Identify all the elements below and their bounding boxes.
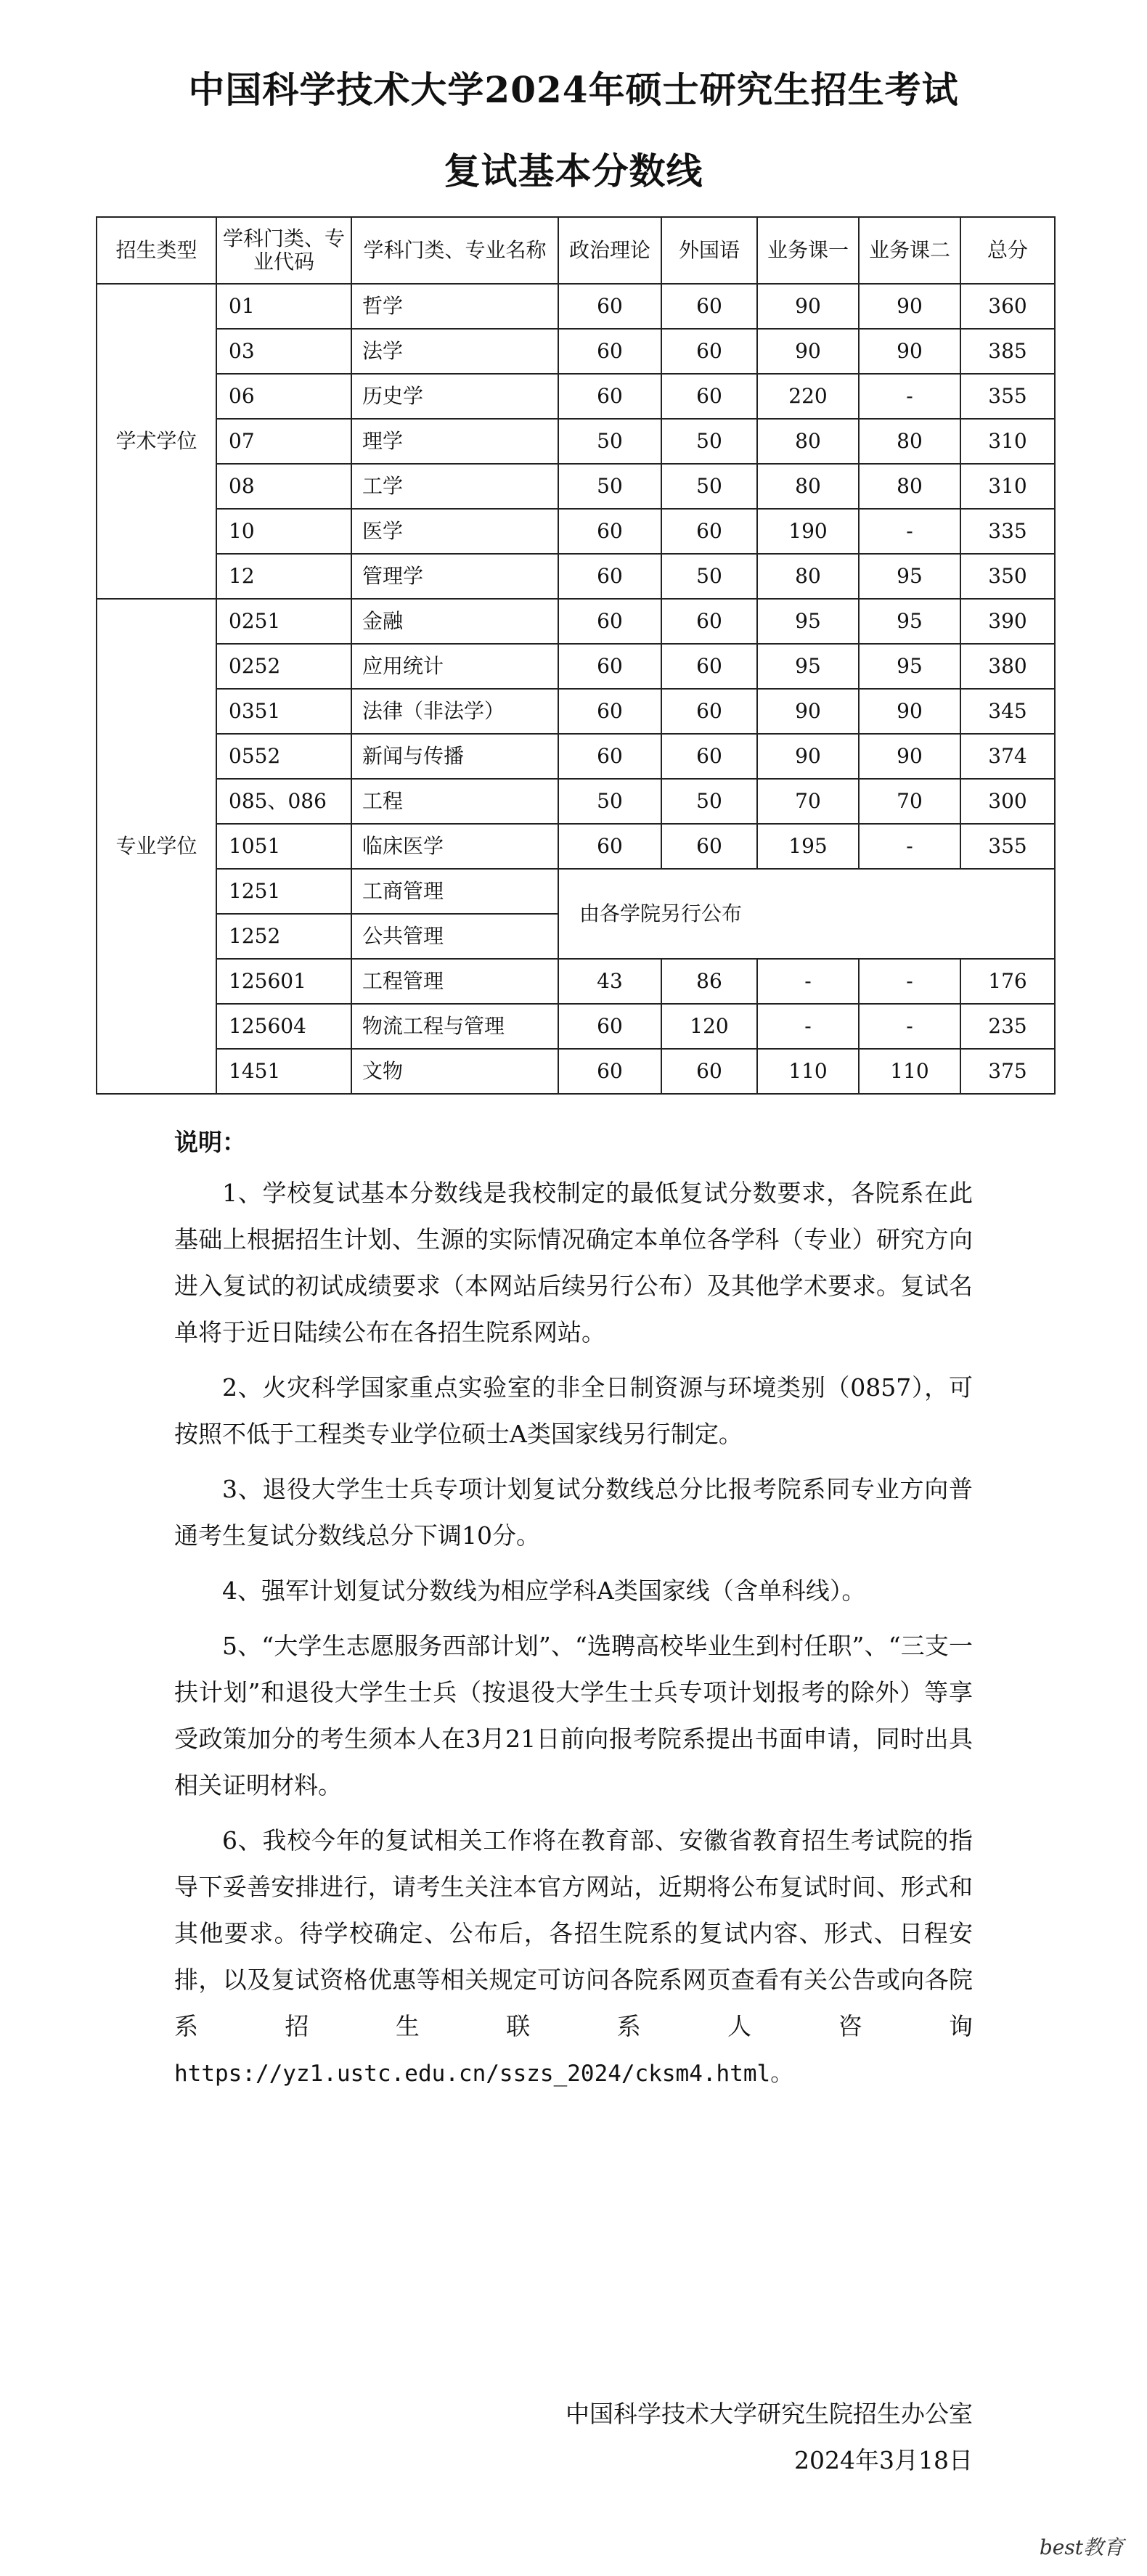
header-course2: 业务课二	[859, 217, 960, 284]
politics-cell: 60	[558, 554, 661, 599]
name-cell: 工商管理	[351, 869, 558, 914]
politics-cell: 50	[558, 779, 661, 824]
foreign-cell: 60	[661, 1049, 757, 1094]
foreign-cell: 50	[661, 464, 757, 509]
politics-cell: 50	[558, 464, 661, 509]
name-cell: 历史学	[351, 374, 558, 419]
name-cell: 文物	[351, 1049, 558, 1094]
course1-cell: 95	[757, 599, 859, 644]
note-text: 6、我校今年的复试相关工作将在教育部、安徽省教育招生考试院的指导下妥善安排进行，请考生关注本官方网站，近期将公布复试时间、形式和其他要求。待学校确定、公布后，各招生院系的复试内容、形式、日程安排，以及复试资格优惠等相关规定可访问各院系网页查看有关公告或向各院系招生联系人咨询	[174, 1826, 973, 2040]
course2-cell: 70	[859, 779, 960, 824]
notes-title: 说明：	[174, 1128, 246, 1156]
politics-cell: 60	[558, 509, 661, 554]
total-cell: 374	[960, 734, 1055, 779]
politics-cell: 60	[558, 374, 661, 419]
name-cell: 法学	[351, 329, 558, 374]
total-cell: 310	[960, 419, 1055, 464]
course1-cell: 90	[757, 689, 859, 734]
foreign-cell: 50	[661, 779, 757, 824]
code-cell: 1051	[216, 824, 351, 869]
course2-cell: 90	[859, 734, 960, 779]
note-paragraph: 4、强军计划复试分数线为相应学科A类国家线（含单科线）。	[222, 1577, 866, 1605]
politics-cell: 60	[558, 329, 661, 374]
total-cell: 300	[960, 779, 1055, 824]
name-cell: 金融	[351, 599, 558, 644]
politics-cell: 60	[558, 644, 661, 689]
course1-cell: 220	[757, 374, 859, 419]
table-row	[97, 869, 1055, 914]
foreign-cell: 60	[661, 374, 757, 419]
category-academic: 学术学位	[97, 284, 216, 599]
code-cell: 03	[216, 329, 351, 374]
politics-cell: 60	[558, 1004, 661, 1049]
total-cell: 390	[960, 599, 1055, 644]
table-row	[97, 464, 1055, 509]
watermark: best教育	[1039, 2535, 1124, 2559]
total-cell: 310	[960, 464, 1055, 509]
course1-cell: 90	[757, 734, 859, 779]
name-cell: 法律（非法学）	[351, 689, 558, 734]
note-paragraph	[174, 1817, 973, 2097]
table-body	[97, 284, 1055, 1094]
code-cell: 01	[216, 284, 351, 329]
course2-cell: -	[859, 374, 960, 419]
table-row	[97, 1004, 1055, 1049]
note-paragraph: 3、退役大学生士兵专项计划复试分数线总分比报考院系同专业方向普通考生复试分数线总分下调10分。	[174, 1475, 973, 1550]
header-type: 招生类型	[97, 217, 216, 284]
course1-cell: 195	[757, 824, 859, 869]
name-cell: 物流工程与管理	[351, 1004, 558, 1049]
course2-cell: -	[859, 1004, 960, 1049]
header-course1: 业务课一	[757, 217, 859, 284]
total-cell: 176	[960, 959, 1055, 1004]
table-row	[97, 419, 1055, 464]
foreign-cell: 86	[661, 959, 757, 1004]
code-cell: 1251	[216, 869, 351, 914]
foreign-cell: 60	[661, 599, 757, 644]
course1-cell: 95	[757, 644, 859, 689]
table-row	[97, 284, 1055, 329]
table-row	[97, 1049, 1055, 1094]
politics-cell: 60	[558, 689, 661, 734]
foreign-cell: 60	[661, 644, 757, 689]
total-cell: 385	[960, 329, 1055, 374]
notes-section	[174, 1170, 973, 2106]
total-cell: 350	[960, 554, 1055, 599]
code-cell: 06	[216, 374, 351, 419]
category-professional: 专业学位	[97, 599, 216, 1094]
code-cell: 07	[216, 419, 351, 464]
course1-cell: 80	[757, 419, 859, 464]
total-cell: 355	[960, 824, 1055, 869]
course1-cell: 90	[757, 329, 859, 374]
foreign-cell: 50	[661, 419, 757, 464]
politics-cell: 60	[558, 284, 661, 329]
table-row	[97, 599, 1055, 644]
total-cell: 345	[960, 689, 1055, 734]
table-row	[97, 824, 1055, 869]
politics-cell: 50	[558, 419, 661, 464]
total-cell: 355	[960, 374, 1055, 419]
course2-cell: 95	[859, 599, 960, 644]
course2-cell: 90	[859, 689, 960, 734]
course2-cell: -	[859, 824, 960, 869]
politics-cell: 60	[558, 599, 661, 644]
course2-cell: 90	[859, 284, 960, 329]
foreign-cell: 60	[661, 824, 757, 869]
course2-cell: 95	[859, 644, 960, 689]
table-row	[97, 959, 1055, 1004]
document-subtitle: 复试基本分数线	[444, 150, 703, 192]
name-cell: 工程	[351, 779, 558, 824]
signature-org: 中国科学技术大学研究生院招生办公室	[566, 2400, 973, 2428]
signature-date: 2024年3月18日	[794, 2446, 973, 2474]
table-row	[97, 644, 1055, 689]
code-cell: 125601	[216, 959, 351, 1004]
course2-cell: 90	[859, 329, 960, 374]
politics-cell: 60	[558, 824, 661, 869]
course1-cell: 70	[757, 779, 859, 824]
name-cell: 工学	[351, 464, 558, 509]
note-paragraph: 1、学校复试基本分数线是我校制定的最低复试分数要求，各院系在此基础上根据招生计划、生源的实际情况确定本单位各学科（专业）研究方向进入复试的初试成绩要求（本网站后续另行公布）及其他学术要求。复试名单将于近日陆续公布在各招生院系网站。	[174, 1179, 973, 1346]
course1-cell: 80	[757, 464, 859, 509]
table-row	[97, 509, 1055, 554]
course2-cell: -	[859, 509, 960, 554]
foreign-cell: 60	[661, 509, 757, 554]
table-row	[97, 779, 1055, 824]
politics-cell: 43	[558, 959, 661, 1004]
code-cell: 0251	[216, 599, 351, 644]
code-cell: 1451	[216, 1049, 351, 1094]
header-total: 总分	[960, 217, 1055, 284]
code-cell: 08	[216, 464, 351, 509]
total-cell: 360	[960, 284, 1055, 329]
code-cell: 12	[216, 554, 351, 599]
name-cell: 新闻与传播	[351, 734, 558, 779]
course2-cell: -	[859, 959, 960, 1004]
course1-cell: -	[757, 1004, 859, 1049]
note-paragraph: 2、火灾科学国家重点实验室的非全日制资源与环境类别（0857），可按照不低于工程类专业学位硕士A类国家线另行制定。	[174, 1373, 973, 1448]
total-cell: 380	[960, 644, 1055, 689]
document-title: 中国科学技术大学2024年硕士研究生招生考试	[188, 68, 959, 111]
foreign-cell: 60	[661, 689, 757, 734]
name-cell: 理学	[351, 419, 558, 464]
course1-cell: 190	[757, 509, 859, 554]
code-cell: 1252	[216, 914, 351, 959]
name-cell: 公共管理	[351, 914, 558, 959]
score-table	[96, 216, 1056, 1095]
code-cell: 0252	[216, 644, 351, 689]
foreign-cell: 120	[661, 1004, 757, 1049]
code-cell: 0351	[216, 689, 351, 734]
course2-cell: 80	[859, 464, 960, 509]
code-cell: 085、086	[216, 779, 351, 824]
total-cell: 335	[960, 509, 1055, 554]
name-cell: 临床医学	[351, 824, 558, 869]
announced-separately-cell: 由各学院另行公布	[558, 869, 1055, 959]
table-row	[97, 374, 1055, 419]
course1-cell: 110	[757, 1049, 859, 1094]
name-cell: 应用统计	[351, 644, 558, 689]
table-row	[97, 329, 1055, 374]
foreign-cell: 60	[661, 284, 757, 329]
table-header-row	[97, 217, 1055, 284]
course1-cell: 90	[757, 284, 859, 329]
note-paragraph: 5、“大学生志愿服务西部计划”、“选聘高校毕业生到村任职”、“三支一扶计划”和退役大学生士兵（按退役大学生士兵专项计划报考的除外）等享受政策加分的考生须本人在3月21日前向报考院系提出书面申请，同时出具相关证明材料。	[174, 1632, 973, 1799]
course2-cell: 95	[859, 554, 960, 599]
code-cell: 125604	[216, 1004, 351, 1049]
foreign-cell: 50	[661, 554, 757, 599]
foreign-cell: 60	[661, 329, 757, 374]
header-code: 学科门类、专业代码	[216, 217, 351, 284]
course1-cell: -	[757, 959, 859, 1004]
course2-cell: 110	[859, 1049, 960, 1094]
total-cell: 235	[960, 1004, 1055, 1049]
foreign-cell: 60	[661, 734, 757, 779]
politics-cell: 60	[558, 1049, 661, 1094]
name-cell: 医学	[351, 509, 558, 554]
header-name: 学科门类、专业名称	[351, 217, 558, 284]
total-cell: 375	[960, 1049, 1055, 1094]
code-cell: 10	[216, 509, 351, 554]
code-cell: 0552	[216, 734, 351, 779]
table-row	[97, 689, 1055, 734]
course1-cell: 80	[757, 554, 859, 599]
name-cell: 哲学	[351, 284, 558, 329]
table-row	[97, 734, 1055, 779]
name-cell: 管理学	[351, 554, 558, 599]
header-politics: 政治理论	[558, 217, 661, 284]
header-foreign: 外国语	[661, 217, 757, 284]
politics-cell: 60	[558, 734, 661, 779]
notes-link[interactable]: https://yz1.ustc.edu.cn/sszs_2024/cksm4.html。	[174, 2061, 793, 2087]
table-row	[97, 554, 1055, 599]
course2-cell: 80	[859, 419, 960, 464]
name-cell: 工程管理	[351, 959, 558, 1004]
